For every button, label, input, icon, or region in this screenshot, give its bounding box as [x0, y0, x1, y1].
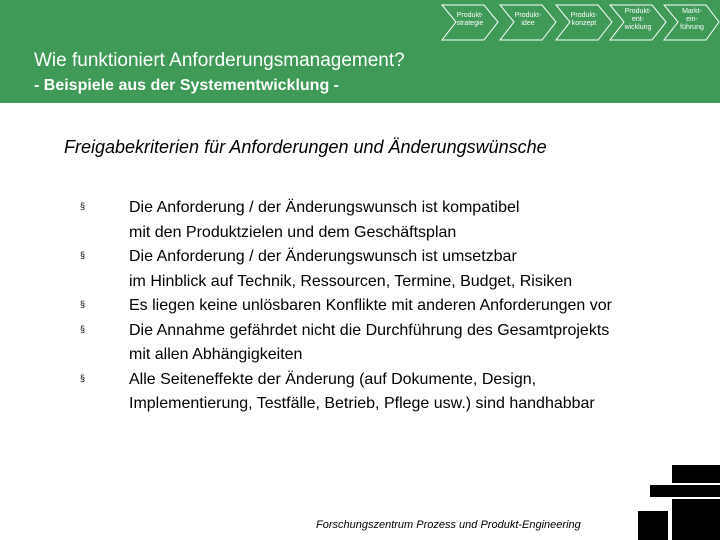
bullet-text: Die Anforderung / der Änderungswunsch ist kompatibel mit den Produktzielen und dem Geschäftsplan — [129, 199, 520, 241]
list-item — [0, 294, 720, 319]
section-title: Freigabekriterien für Anforderungen und Änderungswünsche — [64, 137, 547, 157]
logo-icon — [638, 465, 720, 540]
list-item — [0, 319, 720, 368]
bullet-text: Die Anforderung / der Änderungswunsch ist umsetzbar im Hinblick auf Technik, Ressourcen, Termine, Budget, Risiken — [129, 248, 573, 290]
bullet-text: Es liegen keine unlösbaren Konflikte mit anderen Anforderungen vor — [129, 297, 612, 314]
chevron-label-konzept: Produkt- konzept — [570, 12, 598, 27]
bullet-marker: § — [80, 323, 86, 334]
bullet-text: Alle Seiteneffekte der Änderung (auf Dokumente, Design, Implementierung, Testfälle, Betrieb, Pflege usw.) sind handhabbar — [129, 370, 595, 412]
list-item — [0, 196, 720, 245]
bullet-text: Die Annahme gefährdet nicht die Durchführung des Gesamtprojekts mit allen Abhängigkeiten — [129, 321, 610, 363]
chevron-label-strategie: Produkt- strategie — [456, 12, 484, 27]
bullet-marker: § — [80, 299, 86, 309]
header-banner — [0, 0, 720, 103]
bullet-marker: § — [80, 372, 86, 383]
bullet-list — [0, 196, 720, 417]
chevron-label-markteinfuehrung: Markt- ein- führung — [680, 8, 704, 31]
list-item — [0, 368, 720, 417]
slide-subtitle: - Beispiele aus der Systementwicklung - — [34, 77, 339, 94]
chevron-label-idee: Produkt- idee — [514, 12, 542, 27]
slide-title: Wie funktioniert Anforderungsmanagement? — [34, 50, 405, 71]
list-item — [0, 245, 720, 294]
chevron-label-entwicklung: Produkt- ent- wicklung — [624, 8, 652, 31]
bullet-marker: § — [80, 250, 86, 260]
footer-text: Forschungszentrum Prozess und Produkt-Engineering — [316, 519, 581, 531]
bullet-marker: § — [80, 201, 86, 211]
process-chevrons — [0, 0, 720, 44]
